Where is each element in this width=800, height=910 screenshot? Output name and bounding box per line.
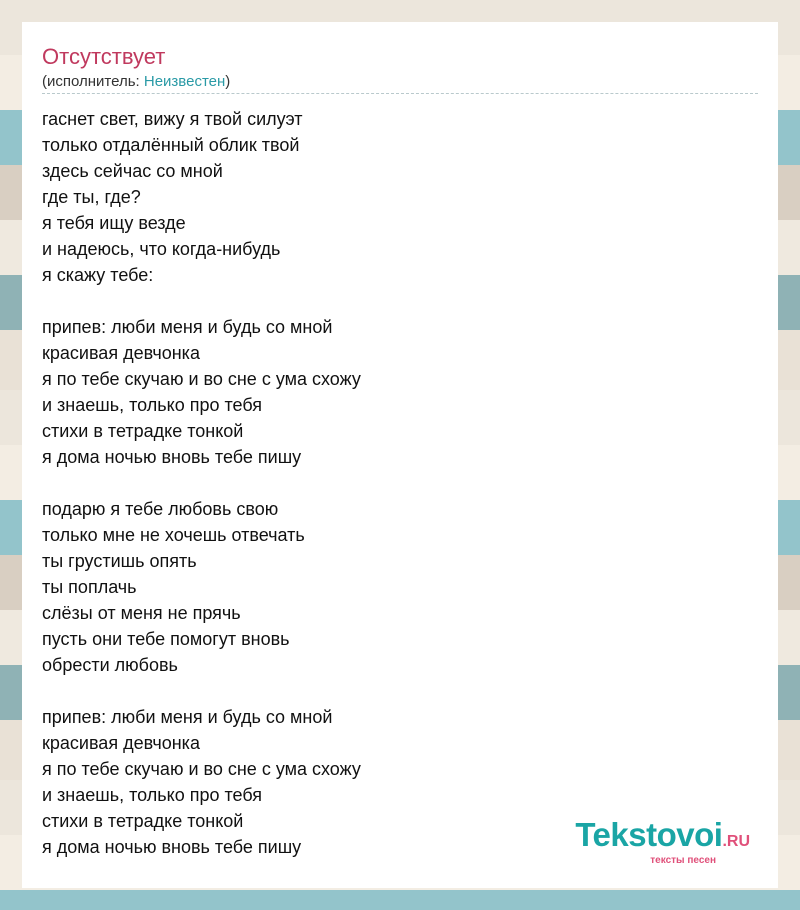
lyrics-line: ты грустишь опять	[42, 551, 197, 571]
lyrics-line: припев: люби меня и будь со мной	[42, 317, 333, 337]
artist-prefix: (исполнитель:	[42, 73, 144, 90]
title-divider	[42, 93, 758, 94]
artist-suffix: )	[225, 73, 231, 90]
logo-wordmark	[575, 818, 750, 859]
logo-tagline: тексты песен	[650, 855, 716, 866]
artist-meta	[42, 72, 230, 92]
lyrics-line: я по тебе скучаю и во сне с ума схожу	[42, 759, 361, 779]
site-logo[interactable]	[575, 818, 750, 866]
lyrics-line: и знаешь, только про тебя	[42, 785, 262, 805]
lyrics-blank-line	[42, 288, 742, 314]
lyrics-line: обрести любовь	[42, 655, 178, 675]
lyrics-line: припев: люби меня и будь со мной	[42, 707, 333, 727]
lyrics-line: я дома ночью вновь тебе пишу	[42, 447, 302, 467]
lyrics-line: гаснет свет, вижу я твой силуэт	[42, 109, 303, 129]
lyrics-line: красивая девчонка	[42, 343, 200, 363]
lyrics-line: здесь сейчас со мной	[42, 161, 223, 181]
lyrics-line: только мне не хочешь отвечать	[42, 525, 305, 545]
lyrics-line: и надеюсь, что когда-нибудь	[42, 239, 281, 259]
lyrics-line: подарю я тебе любовь свою	[42, 499, 279, 519]
lyrics-line: я дома ночью вновь тебе пишу	[42, 837, 302, 857]
lyrics-line: и знаешь, только про тебя	[42, 395, 262, 415]
song-title: Отсутствует	[42, 44, 166, 69]
lyrics-line: я по тебе скучаю и во сне с ума схожу	[42, 369, 361, 389]
lyrics-blank-line	[42, 470, 742, 496]
lyrics-card	[22, 22, 778, 888]
lyrics-text	[42, 106, 742, 860]
lyrics-line: только отдалённый облик твой	[42, 135, 300, 155]
lyrics-line: ты поплачь	[42, 577, 137, 597]
lyrics-line: пусть они тебе помогут вновь	[42, 629, 290, 649]
logo-tld: .RU	[722, 833, 750, 850]
lyrics-line: красивая девчонка	[42, 733, 200, 753]
lyrics-line: я скажу тебе:	[42, 265, 154, 285]
lyrics-line: я тебя ищу везде	[42, 213, 186, 233]
artist-link[interactable]: Неизвестен	[143, 73, 226, 90]
lyrics-line: стихи в тетрадке тонкой	[42, 811, 244, 831]
logo-name: Tekstovoi	[575, 816, 723, 853]
lyrics-blank-line	[42, 678, 742, 704]
lyrics-line: слёзы от меня не прячь	[42, 603, 241, 623]
lyrics-line: стихи в тетрадке тонкой	[42, 421, 244, 441]
lyrics-line: где ты, где?	[42, 187, 141, 207]
